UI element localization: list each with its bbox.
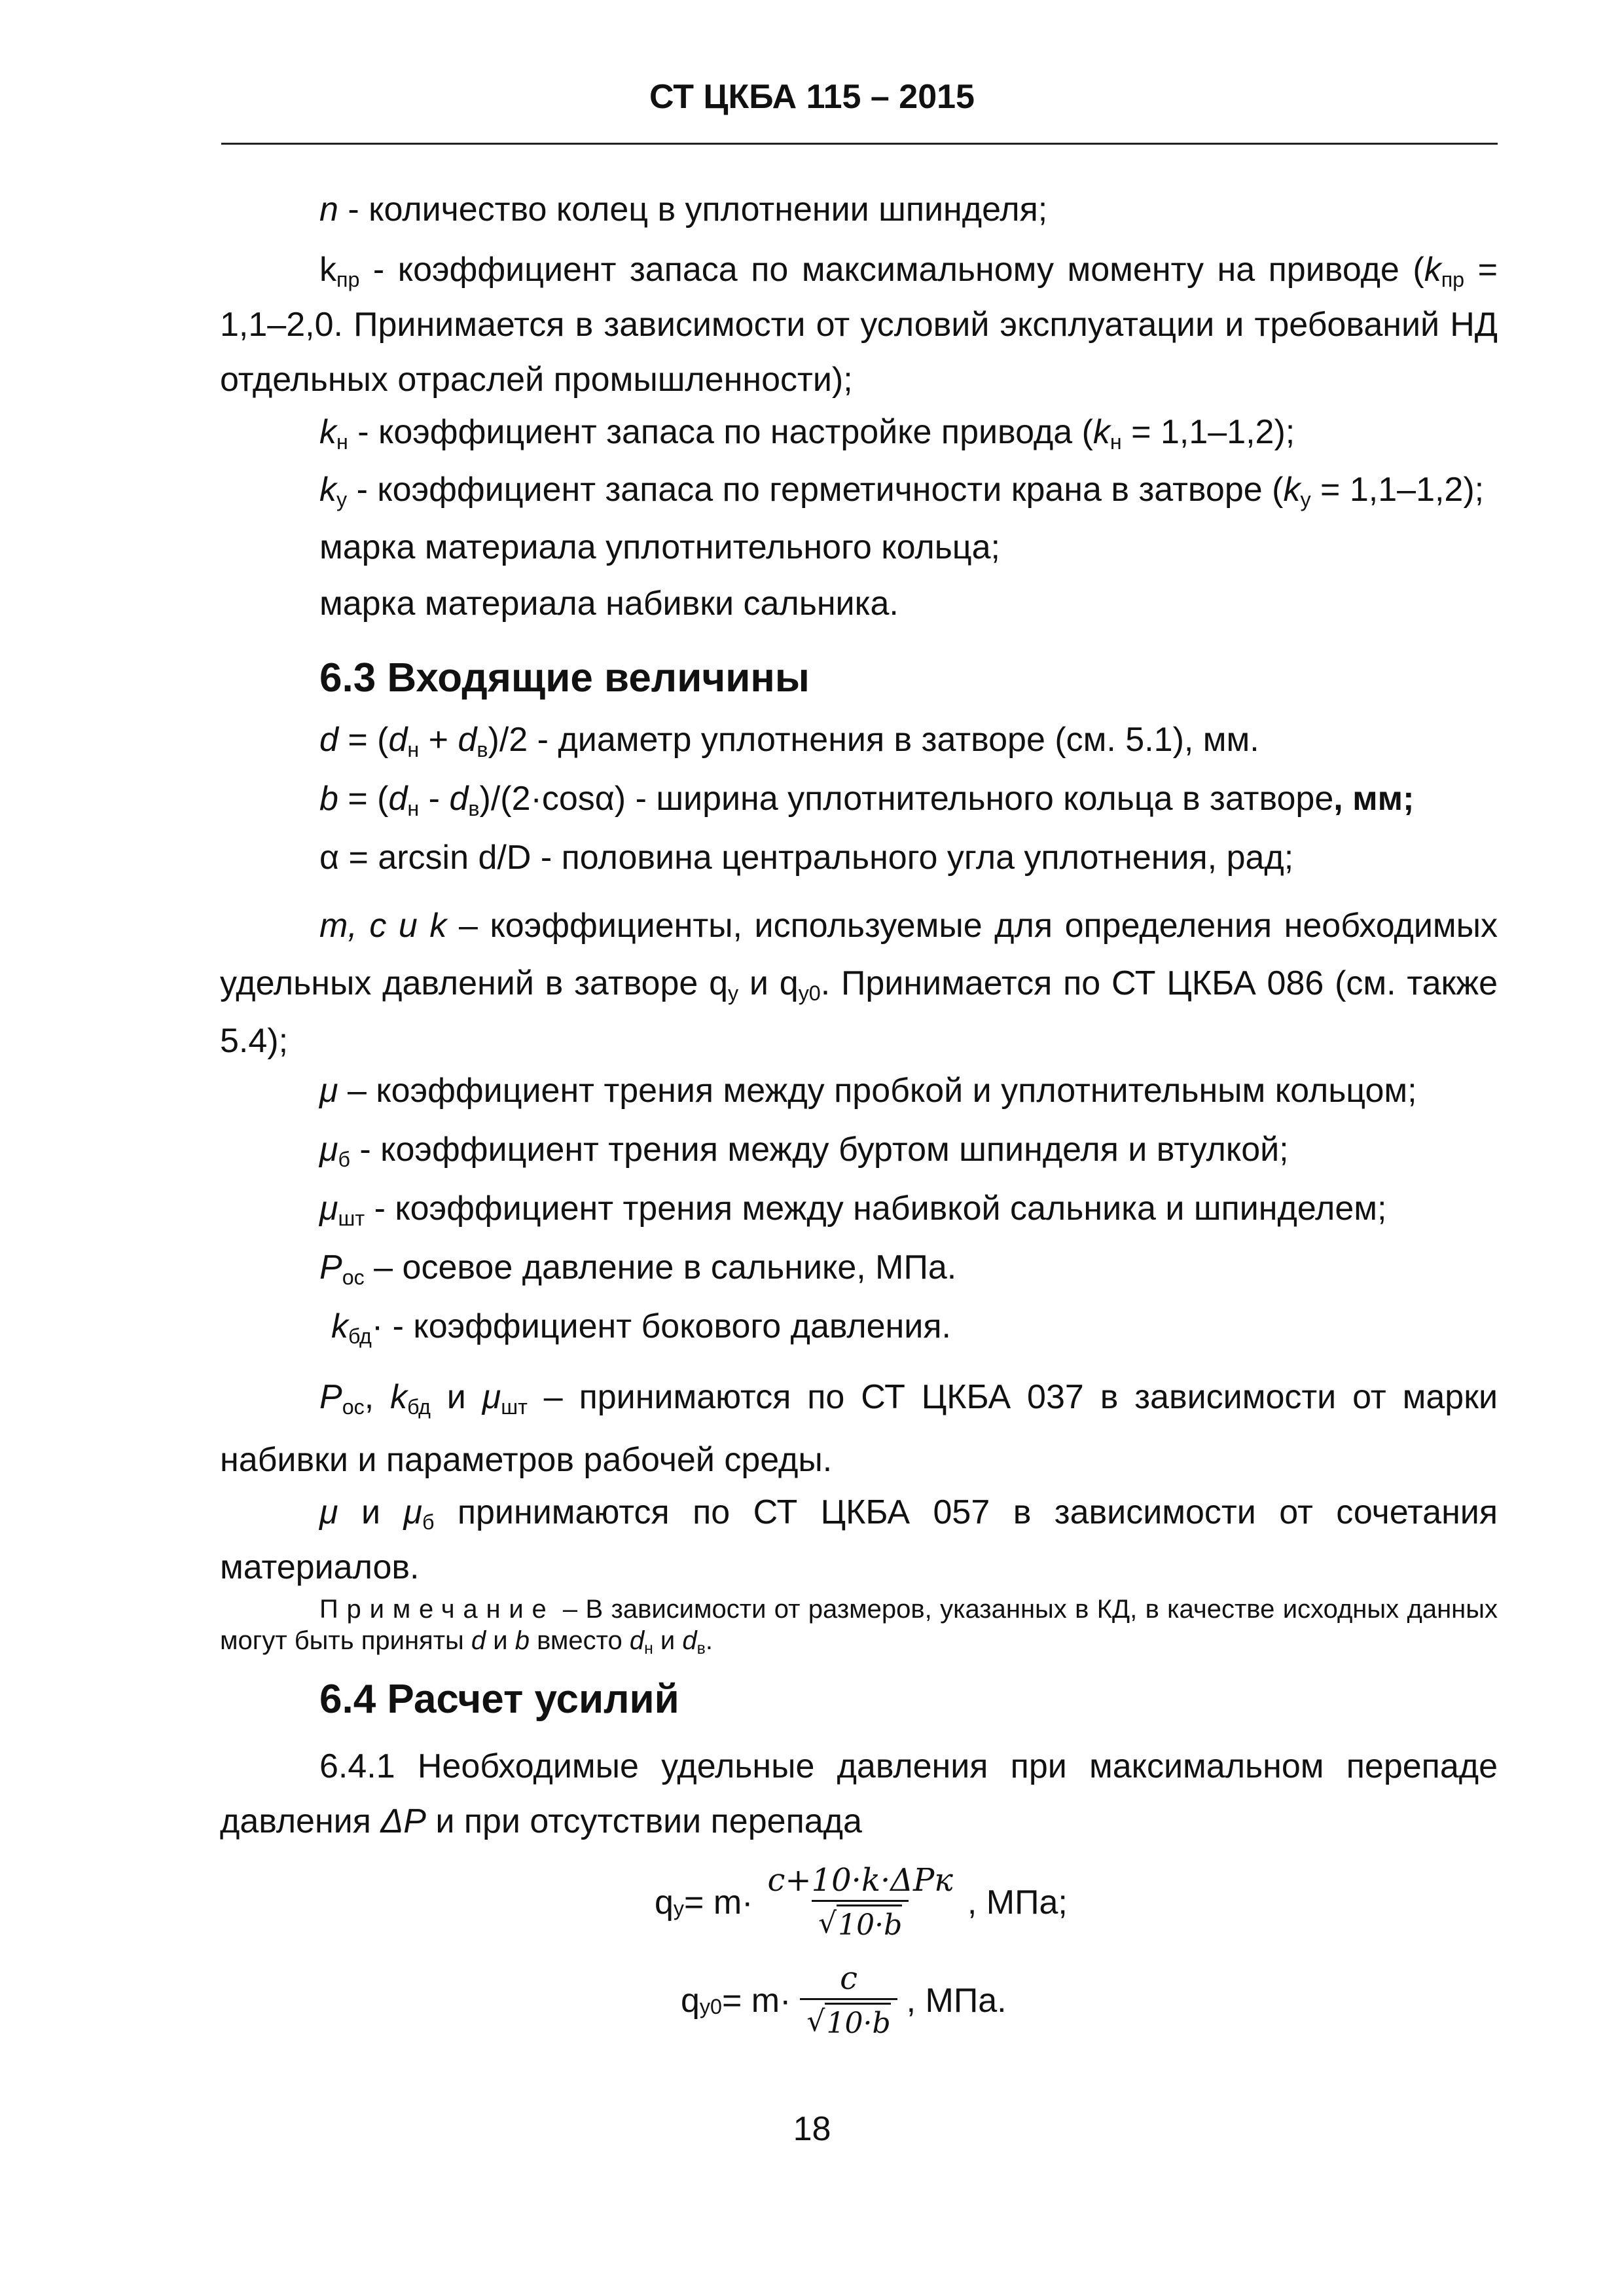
def-ring-material: марка материала уплотнительного кольца; — [319, 528, 1000, 566]
subscript: в — [468, 797, 480, 821]
subscript: у0 — [798, 981, 821, 1006]
symbol-mu: μ — [319, 1493, 338, 1531]
symbol-k: k — [1092, 413, 1110, 451]
text: и q — [738, 964, 799, 1002]
subscript: б — [338, 1148, 350, 1172]
symbol-b: b — [319, 780, 338, 818]
sqrt-sign: √ — [806, 2004, 825, 2038]
text: – коэффициенты, используемые для определения необходимых удельных давлений в затворе q — [220, 907, 1498, 1002]
subscript: б — [422, 1510, 435, 1535]
def-n-text: - количество колец в уплотнении шпинделя; — [338, 191, 1048, 228]
def-ky — [220, 470, 1498, 512]
symbol-b: b — [514, 1626, 530, 1655]
text: , — [364, 1378, 391, 1416]
denominator — [812, 1900, 909, 1944]
def-b — [220, 779, 1498, 821]
def-kpr — [220, 242, 1498, 407]
numerator: c+10·k·ΔPк — [767, 1862, 953, 1899]
symbol-p: P — [319, 1378, 342, 1416]
text: и — [430, 1378, 482, 1416]
symbol-kpr: k — [319, 251, 336, 289]
subscript: пр — [336, 268, 360, 292]
sqrt-sign: √ — [818, 1906, 837, 1940]
subscript: н — [1110, 430, 1122, 454]
symbol-mu: μ — [319, 1190, 338, 1228]
symbol-mu: μ — [319, 1131, 338, 1169]
formula-lhs: q — [655, 1884, 674, 1922]
note — [220, 1594, 1498, 1656]
def-packing-material: марка материала набивки сальника. — [319, 585, 899, 623]
symbol-d: d — [319, 721, 338, 759]
page-number: 18 — [793, 2110, 831, 2148]
symbol-p: P — [319, 1248, 342, 1286]
text: + — [419, 721, 458, 759]
section-6-3-heading: 6.3 Входящие величины — [319, 655, 810, 701]
text: , мм; — [1333, 780, 1415, 818]
subscript: шт — [501, 1395, 528, 1419]
section-6-4-heading: 6.4 Расчет усилий — [319, 1677, 679, 1722]
def-mck — [220, 897, 1498, 1070]
subscript: н — [407, 797, 420, 821]
symbol-k: k — [1424, 251, 1441, 289]
para-6-4-1 — [220, 1739, 1498, 1849]
symbol-delta-p: ΔP — [380, 1802, 426, 1840]
subscript: у — [336, 488, 348, 512]
subscript: н — [644, 1639, 653, 1658]
text: и — [338, 1493, 404, 1531]
subscript: шт — [338, 1207, 365, 1231]
symbol-d: d — [682, 1626, 697, 1655]
fraction — [800, 1959, 897, 2043]
def-ky-text-2: = 1,1–1,2); — [1310, 471, 1485, 509]
numerator: c — [840, 1960, 857, 1997]
header-rule — [221, 143, 1498, 145]
def-n — [220, 190, 1498, 229]
formula-qy: q у = m· c+10·k·ΔPк √ 10·b , МПа; — [655, 1861, 1068, 1944]
def-ky-text: - коэффициент запаса по герметичности крана в затворе ( — [347, 471, 1284, 509]
text: – осевое давление в сальнике, МПа. — [364, 1248, 957, 1286]
text: – В зависимости от размеров, указанных в КД, в качестве исходных данных могут быть приняты — [220, 1595, 1498, 1655]
formula-lhs: q — [681, 1982, 700, 2020]
note-label: Примечание — [319, 1595, 555, 1624]
symbol-d: d — [388, 721, 408, 759]
subscript: пр — [1441, 268, 1465, 292]
text: и при отсутствии перепада — [425, 1802, 862, 1840]
text: . Принимается по СТ ЦКБА 086 (см. также 5.4); — [220, 964, 1498, 1060]
def-d — [220, 720, 1498, 762]
def-kn-text-2: = 1,1–1,2); — [1121, 413, 1295, 451]
def-mu-b — [220, 1130, 1498, 1172]
symbol-mck: m, c и k — [319, 907, 447, 945]
subscript: ос — [342, 1395, 365, 1419]
text: - коэффициент трения между буртом шпинделя и втулкой; — [350, 1131, 1289, 1169]
def-mu — [220, 1071, 1498, 1110]
text: вместо — [529, 1626, 630, 1655]
symbol-d: d — [629, 1626, 645, 1655]
def-kpr-text: - коэффициент запаса по максимальному моменту на приводе ( — [359, 251, 1424, 289]
text: и — [486, 1626, 515, 1655]
symbol-k: k — [331, 1307, 348, 1345]
text: . — [705, 1626, 713, 1655]
def-kn-text: - коэффициент запаса по настройке привода ( — [348, 413, 1093, 451]
fraction — [763, 1861, 958, 1944]
text: 6.4.1 Необходимые удельные давления при максимальном перепаде давления — [220, 1747, 1498, 1840]
subscript: бд — [348, 1324, 372, 1349]
def-p-os — [220, 1248, 1498, 1290]
text: принимаются по СТ ЦКБА 057 в зависимости от сочетания материалов. — [220, 1493, 1498, 1586]
text: - — [419, 780, 450, 818]
unit: , МПа. — [906, 1982, 1007, 2020]
para-accept-057 — [220, 1485, 1498, 1595]
denominator — [800, 1998, 897, 2043]
def-alpha: α = arcsin d/D - половина центрального угла уплотнения, рад; — [319, 839, 1294, 877]
text: = m· — [684, 1884, 753, 1922]
symbol-ky: k — [319, 471, 336, 509]
subscript: в — [477, 738, 488, 762]
subscript: у — [1300, 488, 1311, 512]
para-accept-037 — [220, 1366, 1498, 1491]
symbol-d: d — [458, 721, 477, 759]
radicand: 10·b — [837, 1904, 902, 1944]
text: – принимаются по СТ ЦКБА 037 в зависимости от марки набивки и параметров рабочей среды. — [220, 1378, 1498, 1479]
text: = ( — [338, 721, 389, 759]
symbol-k: k — [1283, 471, 1301, 509]
radicand: 10·b — [825, 2003, 890, 2043]
subscript: бд — [407, 1395, 431, 1419]
text: )/2 - диаметр уплотнения в затворе (см. 5.1), мм. — [488, 721, 1259, 759]
symbol-n: n — [319, 191, 338, 228]
symbol-mu: μ — [403, 1493, 422, 1531]
subscript: в — [696, 1639, 706, 1658]
def-kpr-text-2: = 1,1–2,0. Принимается в зависимости от условий эксплуатации и требований НД отдельных отраслей промышленности); — [220, 251, 1498, 399]
subscript: у — [728, 981, 739, 1006]
symbol-d: d — [449, 780, 469, 818]
document-header: СТ ЦКБА 115 – 2015 — [649, 78, 975, 116]
def-mu-sht — [220, 1189, 1498, 1231]
subscript: н — [336, 430, 348, 454]
text: - коэффициент трения между набивкой сальника и шпинделем; — [365, 1190, 1387, 1228]
unit: , МПа; — [967, 1884, 1068, 1922]
formula-qy0: q у0 = m· c √ 10·b , МПа. — [681, 1959, 1007, 2043]
text: )/(2·cosα) - ширина уплотнительного кольца в затворе — [479, 780, 1334, 818]
text: – коэффициент трения между пробкой и уплотнительным кольцом; — [338, 1072, 1417, 1110]
symbol-k: k — [390, 1378, 408, 1416]
text: = ( — [338, 780, 389, 818]
symbol-d: d — [471, 1626, 486, 1655]
symbol-mu: μ — [482, 1378, 501, 1416]
symbol-kn: k — [319, 413, 336, 451]
subscript: н — [407, 738, 420, 762]
text: и — [653, 1626, 683, 1655]
symbol-mu: μ — [319, 1072, 338, 1110]
def-k-bd — [220, 1307, 1498, 1349]
subscript: ос — [342, 1266, 365, 1290]
text: · - коэффициент бокового давления. — [371, 1307, 951, 1345]
text: = m· — [721, 1982, 791, 2020]
def-kn — [220, 412, 1498, 452]
symbol-d: d — [388, 780, 408, 818]
